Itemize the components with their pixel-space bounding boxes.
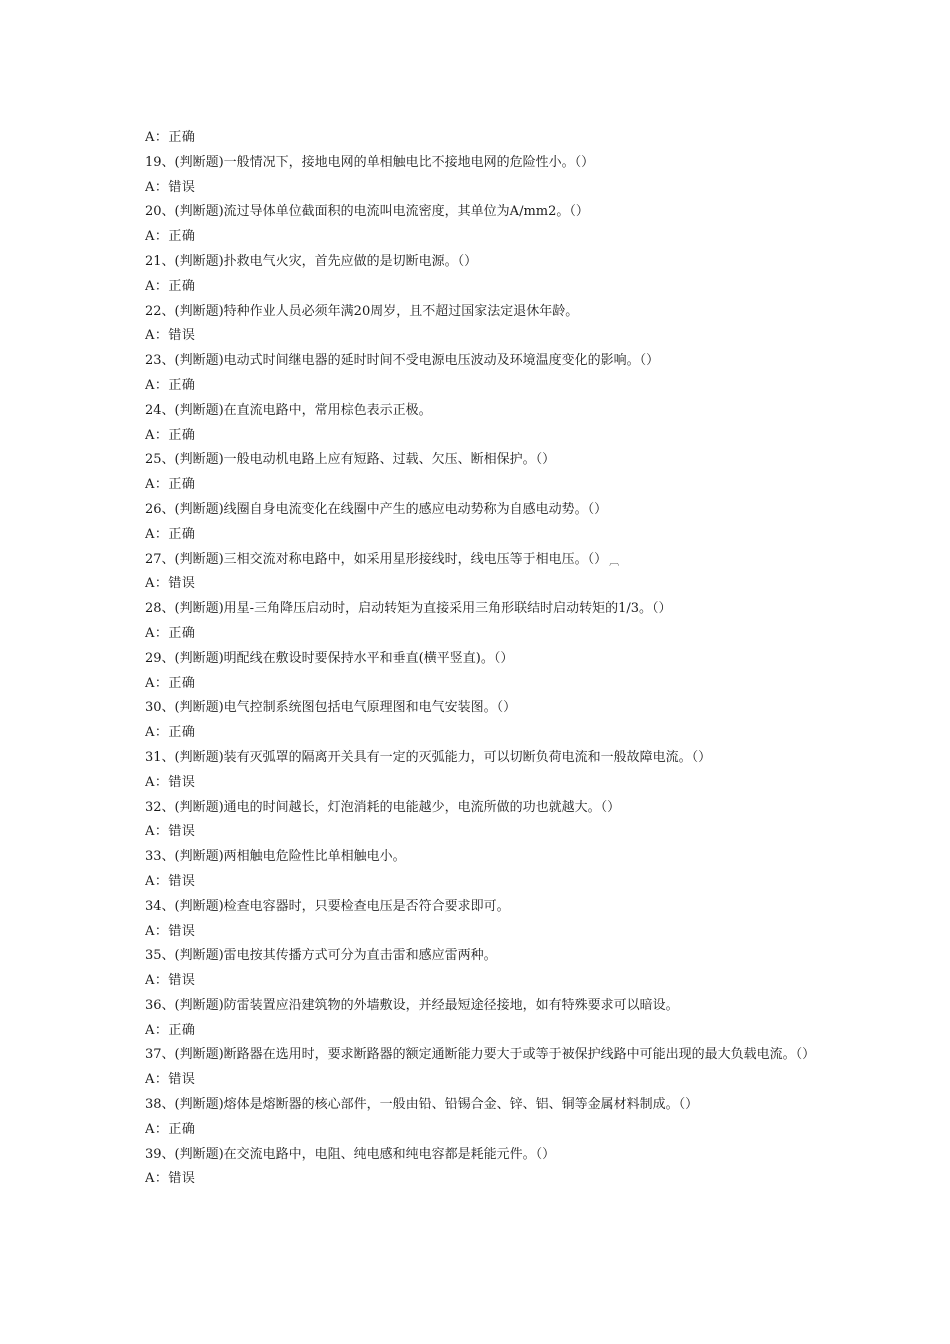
question-27-text: 27、(判断题)三相交流对称电路中，如采用星形接线时，线电压等于相电压。（）: [145, 551, 608, 567]
question-34: 34、(判断题)检查电容器时，只要检查电压是否符合要求即可。: [145, 898, 510, 914]
question-36: 36、(判断题)防雷装置应沿建筑物的外墙敷设，并经最短途径接地，如有特殊要求可以暗设。: [145, 997, 679, 1013]
answer-line: A：正确: [145, 526, 196, 542]
answer-line: A：正确: [145, 427, 196, 443]
question-31: 31、(判断题)装有灭弧罩的隔离开关具有一定的灭弧能力，可以切断负荷电流和一般故障电流。（）: [145, 749, 712, 765]
question-26: 26、(判断题)线圈自身电流变化在线圈中产生的感应电动势称为自感电动势。（）: [145, 501, 608, 517]
question-37: 37、(判断题)断路器在选用时，要求断路器的额定通断能力要大于或等于被保护线路中可能出现的最大负载电流。（）: [145, 1047, 816, 1063]
answer-line: A：错误: [145, 328, 196, 344]
document-page: [145, 126, 815, 1192]
question-25: 25、(判断题)一般电动机电路上应有短路、过载、欠压、断相保护。（）: [145, 452, 556, 468]
answer-line: A：正确: [145, 625, 196, 641]
answer-line: A：错误: [145, 873, 196, 889]
answer-line: A：正确: [145, 477, 196, 493]
answer-line: A：错误: [145, 774, 196, 790]
question-22: 22、(判断题)特种作业人员必须年满20周岁，且不超过国家法定退休年龄。: [145, 303, 579, 319]
answer-line: A：错误: [145, 576, 196, 592]
question-21: 21、(判断题)扑救电气火灾，首先应做的是切断电源。（）: [145, 253, 478, 269]
answer-line: A：正确: [145, 130, 196, 145]
question-29: 29、(判断题)明配线在敷设时要保持水平和垂直(横平竖直)。（）: [145, 650, 514, 666]
answer-line: A：正确: [145, 1022, 196, 1038]
question-20: 20、(判断题)流过导体单位截面积的电流叫电流密度，其单位为A/mm2。（）: [145, 204, 589, 220]
answer-line: A：错误: [145, 923, 196, 939]
question-33: 33、(判断题)两相触电危险性比单相触电小。: [145, 849, 406, 865]
cursor-mark-icon: ︹: [609, 556, 620, 568]
answer-line: A：错误: [145, 824, 196, 840]
question-27: [145, 548, 815, 573]
question-32: 32、(判断题)通电的时间越长，灯泡消耗的电能越少，电流所做的功也就越大。（）: [145, 799, 621, 815]
question-35: 35、(判断题)雷电按其传播方式可分为直击雷和感应雷两种。: [145, 948, 497, 964]
question-24: 24、(判断题)在直流电路中，常用棕色表示正极。: [145, 402, 432, 418]
answer-line: A：正确: [145, 377, 196, 393]
answer-line: A：正确: [145, 675, 196, 691]
question-30: 30、(判断题)电气控制系统图包括电气原理图和电气安装图。（）: [145, 700, 517, 716]
question-28: 28、(判断题)用星-三角降压启动时，启动转矩为直接采用三角形联结时启动转矩的1/3。（）: [145, 601, 672, 617]
question-23: 23、(判断题)电动式时间继电器的延时时间不受电源电压波动及环境温度变化的影响。（）: [145, 353, 660, 369]
answer-line: A：错误: [145, 179, 196, 195]
question-39: 39、(判断题)在交流电路中，电阻、纯电感和纯电容都是耗能元件。（）: [145, 1146, 556, 1162]
answer-line: A：错误: [145, 1072, 196, 1088]
answer-line: A：正确: [145, 1121, 196, 1137]
answer-line: A：正确: [145, 278, 196, 294]
question-19: 19、(判断题)一般情况下，接地电网的单相触电比不接地电网的危险性小。（）: [145, 154, 595, 170]
answer-line: A：错误: [145, 973, 196, 989]
answer-line: A：错误: [145, 1171, 196, 1187]
answer-line: A：正确: [145, 229, 196, 245]
question-38: 38、(判断题)熔体是熔断器的核心部件，一般由铅、铅锡合金、锌、铝、铜等金属材料制成。（）: [145, 1097, 699, 1113]
answer-line: A：正确: [145, 725, 196, 741]
